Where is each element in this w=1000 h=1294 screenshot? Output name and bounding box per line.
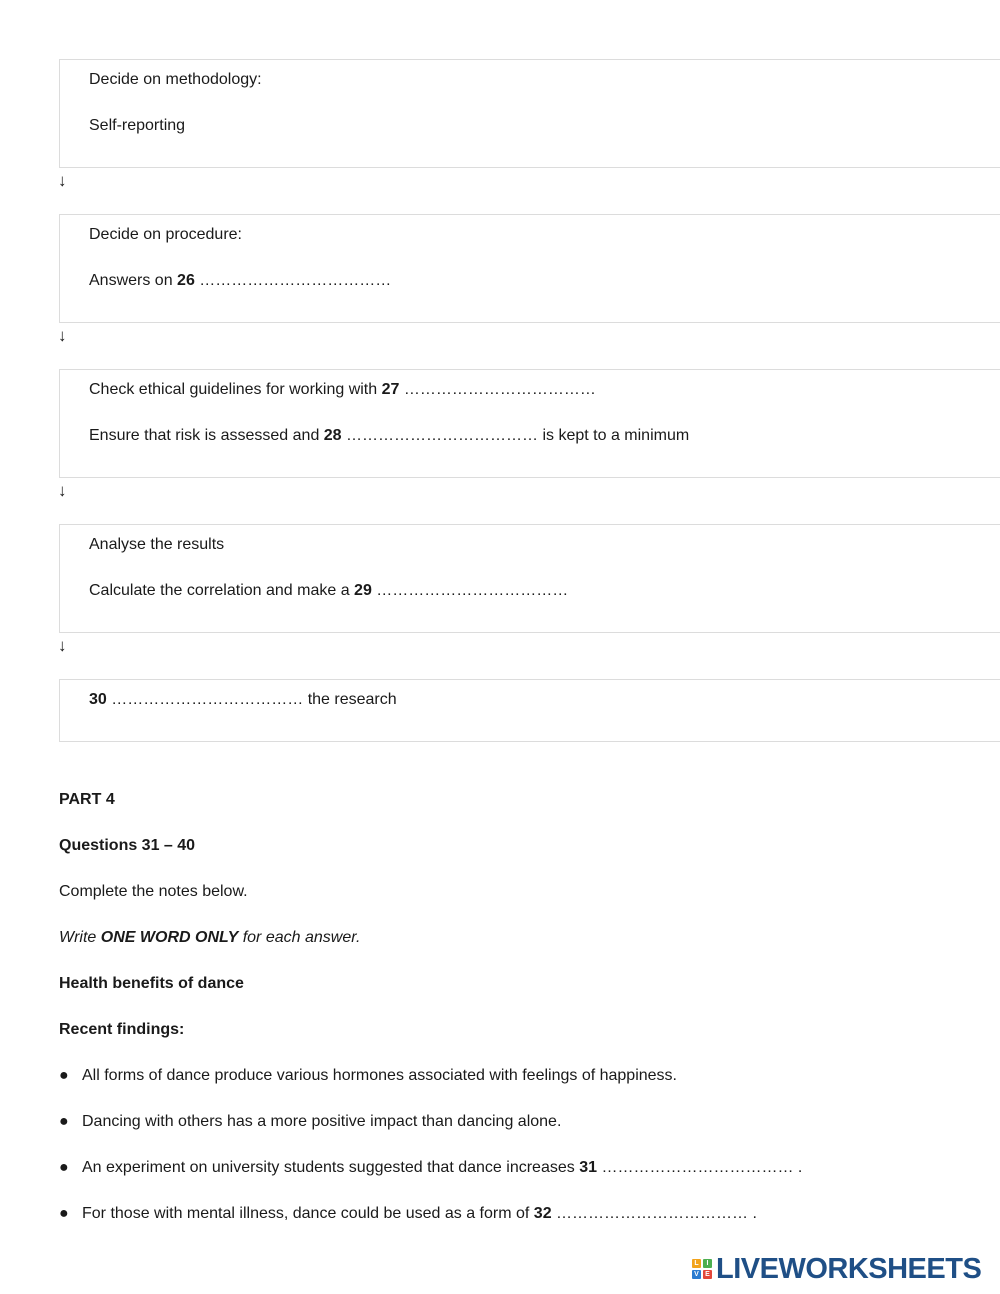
text-segment: Write — [59, 929, 101, 946]
box-text: Self-reporting — [89, 117, 186, 134]
text-segment: the research — [303, 691, 397, 708]
text-segment: . — [748, 1205, 757, 1222]
question-number: 27 — [381, 381, 400, 398]
word-limit: ONE WORD ONLY — [100, 929, 239, 946]
instruction-word-limit — [59, 928, 360, 948]
answer-blank-31[interactable]: ……………………………… — [601, 1159, 794, 1176]
text-segment: Ensure that risk is assessed and — [89, 427, 324, 444]
question-number: 31 — [579, 1159, 597, 1176]
box-text — [89, 690, 397, 710]
down-arrow-icon: ↓ — [58, 171, 67, 190]
list-item — [59, 1112, 561, 1132]
text-segment: for each answer. — [238, 929, 361, 946]
instruction: Complete the notes below. — [59, 883, 248, 900]
flow-box-research — [59, 679, 1000, 742]
bullet-icon: ● — [59, 1159, 69, 1176]
box-heading: Decide on methodology: — [89, 71, 262, 88]
down-arrow-icon: ↓ — [58, 481, 67, 500]
answer-blank-28[interactable]: ……………………………… — [346, 427, 539, 444]
box-heading: Decide on procedure: — [89, 226, 242, 243]
answer-blank-27[interactable]: ……………………………… — [403, 381, 596, 398]
list-item-text: Dancing with others has a more positive impact than dancing alone. — [82, 1113, 562, 1130]
text-segment: Check ethical guidelines for working with — [89, 381, 382, 398]
box-heading: Analyse the results — [89, 536, 225, 553]
down-arrow-icon: ↓ — [58, 636, 67, 655]
text-segment: . — [793, 1159, 803, 1176]
flow-box-ethics — [59, 369, 1000, 478]
bullet-icon: ● — [59, 1205, 69, 1222]
box-text — [89, 271, 391, 291]
bullet-icon: ● — [59, 1113, 69, 1130]
list-item-text: All forms of dance produce various hormones associated with feelings of happiness. — [82, 1067, 677, 1084]
answer-blank-29[interactable]: ……………………………… — [376, 582, 569, 599]
liveworksheets-logo — [692, 1254, 981, 1284]
text-segment: Calculate the correlation and make a — [89, 582, 355, 599]
question-number: 29 — [354, 582, 372, 599]
logo-mark-letter: V — [692, 1270, 701, 1279]
questions-range: Questions 31 – 40 — [59, 837, 196, 854]
logo-mark-letter: I — [703, 1259, 712, 1268]
box-text — [89, 380, 596, 400]
flow-box-analysis — [59, 524, 1000, 633]
notes-heading: Health benefits of dance — [59, 975, 244, 992]
logo-text: LIVEWORKSHEETS — [716, 1252, 982, 1285]
notes-subheading: Recent findings: — [59, 1021, 185, 1038]
question-number: 28 — [323, 427, 342, 444]
box-text — [89, 581, 568, 601]
list-item — [59, 1158, 802, 1178]
logo-mark-letter: E — [703, 1270, 712, 1279]
text-segment: is kept to a minimum — [538, 427, 690, 444]
list-item — [59, 1066, 677, 1086]
question-number: 32 — [533, 1205, 552, 1222]
box-text — [89, 426, 689, 446]
list-item-text: For those with mental illness, dance could be used as a form of — [82, 1205, 534, 1222]
logo-mark-icon — [692, 1259, 712, 1279]
text-segment: Answers on — [89, 272, 178, 289]
question-number: 30 — [89, 691, 107, 708]
logo-mark-letter: L — [692, 1259, 701, 1268]
question-number: 26 — [177, 272, 195, 289]
flow-box-procedure — [59, 214, 1000, 323]
bullet-icon: ● — [59, 1067, 69, 1084]
answer-blank-32[interactable]: ……………………………… — [556, 1205, 749, 1222]
list-item-text: An experiment on university students suggested that dance increases — [82, 1159, 580, 1176]
answer-blank-30[interactable]: ……………………………… — [111, 691, 304, 708]
down-arrow-icon: ↓ — [58, 326, 67, 345]
part-title: PART 4 — [59, 791, 115, 808]
list-item — [59, 1204, 757, 1224]
flow-box-methodology — [59, 59, 1000, 168]
answer-blank-26[interactable]: ……………………………… — [199, 272, 392, 289]
